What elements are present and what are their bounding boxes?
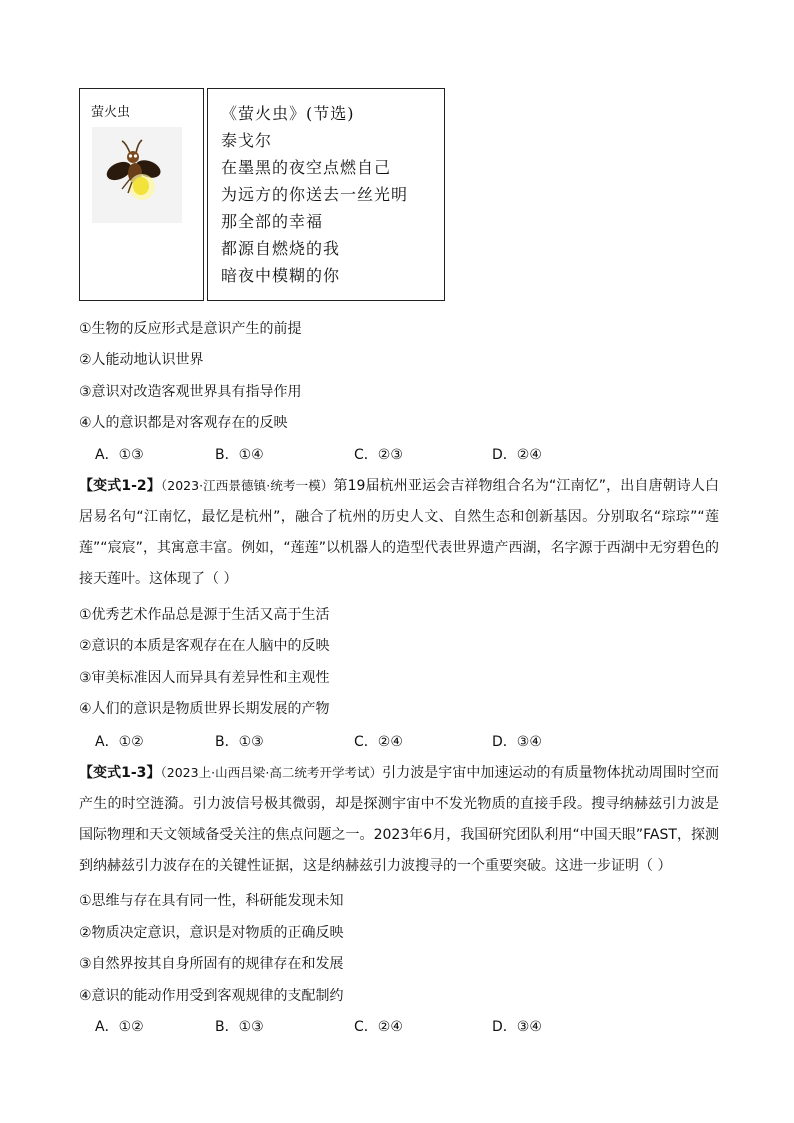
statement: ②人能动地认识世界 [79, 352, 204, 368]
firefly-icon [92, 127, 182, 223]
option-b[interactable]: B．①④ [215, 447, 264, 463]
question-3-stem [79, 757, 719, 882]
question-3-tag: 【变式1-3】 [79, 765, 161, 781]
question-3-text: 引力波是宇宙中加速运动的有质量物体扰动周围时空而产生的时空涟漪。引力波信号极其微弱，却是探测宇宙中不发光物质的直接手段。搜寻纳赫兹引力波是国际物理和天文领域备受关注的焦点问题之一。2023年6月，我国研究团队利用“中国天眼”FAST，探测到纳赫兹引力波存在的关键性证据，这是纳赫兹引力波搜寻的一个重要突破。这进一步证明（ ） [79, 765, 719, 874]
statement: ①思维与存在具有同一性，科研能发现未知 [79, 893, 344, 909]
option-c[interactable]: C．②④ [354, 1019, 403, 1035]
poem-author: 泰戈尔 [221, 131, 273, 150]
statement: ③审美标准因人而异具有差异性和主观性 [79, 670, 330, 686]
option-d[interactable]: D．②④ [492, 447, 542, 463]
poem-line: 都源自燃烧的我 [221, 239, 341, 258]
question-2-stem [79, 470, 719, 595]
option-d[interactable]: D．③④ [492, 1019, 542, 1035]
option-c[interactable]: C．②④ [354, 734, 403, 750]
question-3-source: （2023上·山西吕梁·高二统考开学考试） [160, 765, 383, 780]
statement: ①生物的反应形式是意识产生的前提 [79, 321, 302, 337]
statement: ①优秀艺术作品总是源于生活又高于生活 [79, 607, 330, 623]
firefly-caption: 萤火虫 [91, 105, 131, 120]
statement: ④意识的能动作用受到客观规律的支配制约 [79, 988, 344, 1004]
poem-line: 在墨黑的夜空点燃自己 [221, 158, 392, 177]
option-a[interactable]: A．①③ [95, 447, 144, 463]
option-b[interactable]: B．①③ [215, 734, 264, 750]
poem-box [207, 88, 445, 301]
option-d[interactable]: D．③④ [492, 734, 542, 750]
statement: ④人的意识都是对客观存在的反映 [79, 415, 288, 431]
statement: ③意识对改造客观世界具有指导作用 [79, 384, 302, 400]
option-c[interactable]: C．②③ [354, 447, 403, 463]
poem-line: 那全部的幸福 [221, 212, 324, 231]
question-2-text: 第19届杭州亚运会吉祥物组合名为“江南忆”，出自唐朝诗人白居易名句“江南忆，最忆是杭州”，融合了杭州的历史人文、自然生态和创新基因。分别取名“琮琮”“莲莲”“宸宸”，其寓意丰富。例如，“莲莲”以机器人的造型代表世界遗产西湖，名字源于西湖中无穷碧色的接天莲叶。这体现了（ ） [79, 478, 719, 587]
question-2-tag: 【变式1-2】 [79, 478, 161, 494]
option-a[interactable]: A．①② [95, 734, 144, 750]
poem-line: 暗夜中模糊的你 [221, 266, 341, 285]
option-a[interactable]: A．①② [95, 1019, 144, 1035]
statement: ④人们的意识是物质世界长期发展的产物 [79, 701, 330, 717]
poem-title: 《萤火虫》(节选) [221, 104, 355, 123]
firefly-figure-box [79, 88, 204, 301]
poem-line: 为远方的你送去一丝光明 [221, 185, 409, 204]
option-b[interactable]: B．①③ [215, 1019, 264, 1035]
statement: ③自然界按其自身所固有的规律存在和发展 [79, 956, 344, 972]
statement: ②意识的本质是客观存在在人脑中的反映 [79, 638, 330, 654]
question-2-source: （2023·江西景德镇·统考一模） [160, 478, 334, 493]
firefly-image [92, 127, 182, 223]
statement: ②物质决定意识，意识是对物质的正确反映 [79, 925, 344, 941]
